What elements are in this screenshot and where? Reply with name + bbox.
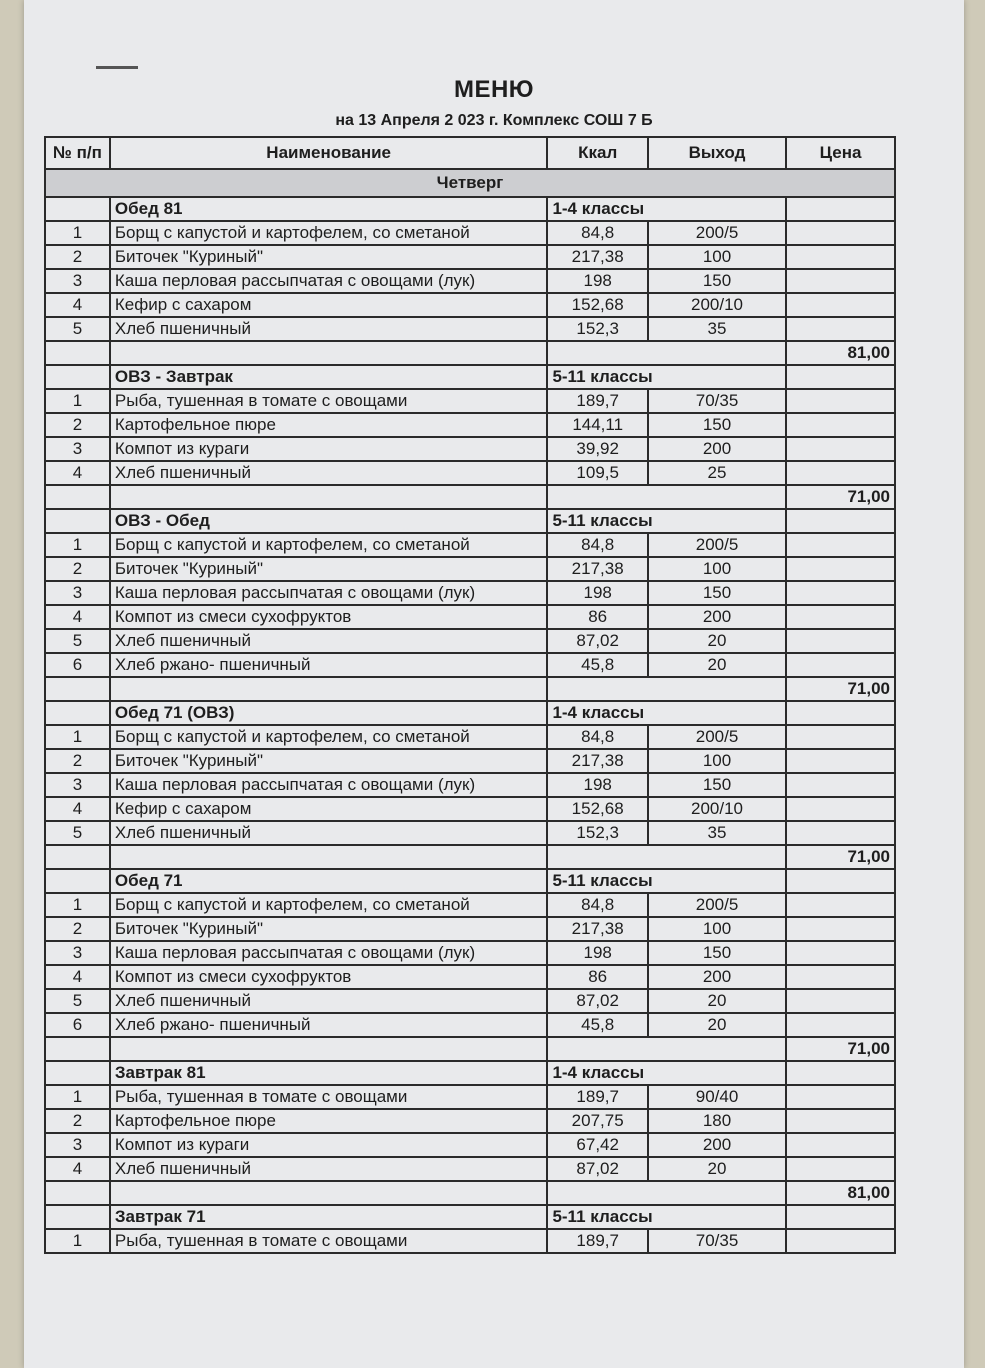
item-number: 4 bbox=[45, 293, 110, 317]
section-name: Обед 71 (ОВЗ) bbox=[110, 701, 548, 725]
total-blank-cell bbox=[547, 677, 786, 701]
item-number: 6 bbox=[45, 1013, 110, 1037]
item-price bbox=[786, 629, 895, 653]
section-name: ОВЗ - Завтрак bbox=[110, 365, 548, 389]
item-name: Биточек "Куриный" bbox=[110, 749, 548, 773]
section-price-cell bbox=[786, 365, 895, 389]
item-number: 2 bbox=[45, 245, 110, 269]
table-row bbox=[45, 1133, 895, 1157]
item-kcal: 217,38 bbox=[547, 917, 647, 941]
table-row bbox=[45, 245, 895, 269]
section-name: ОВЗ - Обед bbox=[110, 509, 548, 533]
col-header-price: Цена bbox=[786, 137, 895, 169]
header-row bbox=[45, 137, 895, 169]
section-num-cell bbox=[45, 365, 110, 389]
item-name: Компот из смеси сухофруктов bbox=[110, 605, 548, 629]
section-group: 1-4 классы bbox=[547, 1061, 786, 1085]
table-row bbox=[45, 797, 895, 821]
item-number: 1 bbox=[45, 1085, 110, 1109]
section-price-cell bbox=[786, 509, 895, 533]
item-output: 70/35 bbox=[648, 1229, 786, 1253]
total-name-cell bbox=[110, 1181, 548, 1205]
item-number: 4 bbox=[45, 605, 110, 629]
item-output: 20 bbox=[648, 1157, 786, 1181]
item-name: Кефир с сахаром bbox=[110, 293, 548, 317]
item-name: Хлеб пшеничный bbox=[110, 317, 548, 341]
item-name: Рыба, тушенная в томате с овощами bbox=[110, 1229, 548, 1253]
section-header-row bbox=[45, 701, 895, 725]
item-number: 3 bbox=[45, 581, 110, 605]
item-name: Каша перловая рассыпчатая с овощами (лук) bbox=[110, 269, 548, 293]
table-row bbox=[45, 653, 895, 677]
section-price-cell bbox=[786, 869, 895, 893]
item-name: Рыба, тушенная в томате с овощами bbox=[110, 1085, 548, 1109]
item-name: Каша перловая рассыпчатая с овощами (лук) bbox=[110, 773, 548, 797]
item-price bbox=[786, 821, 895, 845]
section-header-row bbox=[45, 197, 895, 221]
section-group: 5-11 классы bbox=[547, 509, 786, 533]
item-kcal: 84,8 bbox=[547, 221, 647, 245]
item-price bbox=[786, 1085, 895, 1109]
item-price bbox=[786, 389, 895, 413]
item-kcal: 152,3 bbox=[547, 317, 647, 341]
item-price bbox=[786, 1229, 895, 1253]
item-price bbox=[786, 557, 895, 581]
item-kcal: 198 bbox=[547, 269, 647, 293]
item-kcal: 152,3 bbox=[547, 821, 647, 845]
day-row bbox=[45, 169, 895, 197]
table-row bbox=[45, 917, 895, 941]
item-price bbox=[786, 437, 895, 461]
item-output: 200/10 bbox=[648, 293, 786, 317]
item-price bbox=[786, 413, 895, 437]
section-group: 1-4 классы bbox=[547, 197, 786, 221]
col-header-kcal: Ккал bbox=[547, 137, 647, 169]
item-number: 4 bbox=[45, 1157, 110, 1181]
item-kcal: 198 bbox=[547, 581, 647, 605]
item-price bbox=[786, 1109, 895, 1133]
item-number: 1 bbox=[45, 893, 110, 917]
item-name: Кефир с сахаром bbox=[110, 797, 548, 821]
item-kcal: 67,42 bbox=[547, 1133, 647, 1157]
table-row bbox=[45, 461, 895, 485]
item-kcal: 217,38 bbox=[547, 749, 647, 773]
item-price bbox=[786, 653, 895, 677]
table-row bbox=[45, 749, 895, 773]
table-row bbox=[45, 605, 895, 629]
item-kcal: 84,8 bbox=[547, 893, 647, 917]
item-price bbox=[786, 749, 895, 773]
section-num-cell bbox=[45, 701, 110, 725]
table-row bbox=[45, 725, 895, 749]
table-row bbox=[45, 629, 895, 653]
item-price bbox=[786, 725, 895, 749]
item-price bbox=[786, 1157, 895, 1181]
item-kcal: 87,02 bbox=[547, 989, 647, 1013]
item-name: Рыба, тушенная в томате с овощами bbox=[110, 389, 548, 413]
item-name: Хлеб пшеничный bbox=[110, 989, 548, 1013]
item-output: 200 bbox=[648, 1133, 786, 1157]
item-number: 1 bbox=[45, 221, 110, 245]
table-row bbox=[45, 317, 895, 341]
item-output: 25 bbox=[648, 461, 786, 485]
item-output: 100 bbox=[648, 245, 786, 269]
item-number: 6 bbox=[45, 653, 110, 677]
item-output: 150 bbox=[648, 941, 786, 965]
menu-table bbox=[44, 136, 896, 1254]
item-output: 180 bbox=[648, 1109, 786, 1133]
table-row bbox=[45, 1157, 895, 1181]
item-name: Хлеб ржано- пшеничный bbox=[110, 653, 548, 677]
page-subtitle: на 13 Апреля 2 023 г. Комплекс СОШ 7 Б bbox=[335, 112, 653, 129]
total-num-cell bbox=[45, 1037, 110, 1061]
item-price bbox=[786, 221, 895, 245]
table-row bbox=[45, 893, 895, 917]
section-price-cell bbox=[786, 1205, 895, 1229]
section-header-row bbox=[45, 1061, 895, 1085]
item-kcal: 87,02 bbox=[547, 629, 647, 653]
total-blank-cell bbox=[547, 341, 786, 365]
item-name: Биточек "Куриный" bbox=[110, 557, 548, 581]
item-price bbox=[786, 893, 895, 917]
total-num-cell bbox=[45, 1181, 110, 1205]
item-price bbox=[786, 1013, 895, 1037]
section-name: Завтрак 81 bbox=[110, 1061, 548, 1085]
item-output: 100 bbox=[648, 917, 786, 941]
item-number: 2 bbox=[45, 749, 110, 773]
item-kcal: 144,11 bbox=[547, 413, 647, 437]
item-number: 3 bbox=[45, 437, 110, 461]
item-number: 3 bbox=[45, 1133, 110, 1157]
item-name: Хлеб пшеничный bbox=[110, 461, 548, 485]
item-price bbox=[786, 1133, 895, 1157]
total-row bbox=[45, 341, 895, 365]
item-name: Биточек "Куриный" bbox=[110, 917, 548, 941]
item-price bbox=[786, 293, 895, 317]
total-name-cell bbox=[110, 677, 548, 701]
section-group: 5-11 классы bbox=[547, 365, 786, 389]
item-kcal: 86 bbox=[547, 605, 647, 629]
table-row bbox=[45, 941, 895, 965]
item-output: 200/5 bbox=[648, 533, 786, 557]
item-number: 3 bbox=[45, 773, 110, 797]
table-row bbox=[45, 1013, 895, 1037]
item-output: 70/35 bbox=[648, 389, 786, 413]
section-price-cell bbox=[786, 197, 895, 221]
table-row bbox=[45, 821, 895, 845]
col-header-num: № п/п bbox=[45, 137, 110, 169]
item-number: 2 bbox=[45, 1109, 110, 1133]
item-kcal: 217,38 bbox=[547, 245, 647, 269]
total-name-cell bbox=[110, 485, 548, 509]
section-num-cell bbox=[45, 197, 110, 221]
total-num-cell bbox=[45, 845, 110, 869]
item-name: Каша перловая рассыпчатая с овощами (лук) bbox=[110, 941, 548, 965]
item-name: Биточек "Куриный" bbox=[110, 245, 548, 269]
total-row bbox=[45, 845, 895, 869]
item-name: Хлеб пшеничный bbox=[110, 821, 548, 845]
item-kcal: 87,02 bbox=[547, 1157, 647, 1181]
item-number: 3 bbox=[45, 269, 110, 293]
item-number: 5 bbox=[45, 629, 110, 653]
item-name: Каша перловая рассыпчатая с овощами (лук) bbox=[110, 581, 548, 605]
item-output: 200/10 bbox=[648, 797, 786, 821]
item-number: 2 bbox=[45, 557, 110, 581]
table-row bbox=[45, 1109, 895, 1133]
total-name-cell bbox=[110, 341, 548, 365]
item-kcal: 198 bbox=[547, 773, 647, 797]
section-header-row bbox=[45, 365, 895, 389]
table-row bbox=[45, 293, 895, 317]
section-total-price: 81,00 bbox=[786, 1181, 895, 1205]
item-price bbox=[786, 245, 895, 269]
item-kcal: 109,5 bbox=[547, 461, 647, 485]
item-price bbox=[786, 461, 895, 485]
item-output: 200 bbox=[648, 437, 786, 461]
col-header-out: Выход bbox=[648, 137, 786, 169]
total-num-cell bbox=[45, 485, 110, 509]
item-kcal: 84,8 bbox=[547, 725, 647, 749]
item-name: Борщ с капустой и картофелем, со сметаной bbox=[110, 221, 548, 245]
day-label: Четверг bbox=[45, 169, 895, 197]
item-kcal: 39,92 bbox=[547, 437, 647, 461]
item-price bbox=[786, 797, 895, 821]
total-name-cell bbox=[110, 845, 548, 869]
item-kcal: 189,7 bbox=[547, 1085, 647, 1109]
section-group: 5-11 классы bbox=[547, 869, 786, 893]
item-output: 35 bbox=[648, 317, 786, 341]
item-output: 200/5 bbox=[648, 221, 786, 245]
section-price-cell bbox=[786, 701, 895, 725]
item-number: 4 bbox=[45, 461, 110, 485]
section-name: Обед 71 bbox=[110, 869, 548, 893]
item-number: 1 bbox=[45, 1229, 110, 1253]
section-header-row bbox=[45, 1205, 895, 1229]
table-row bbox=[45, 413, 895, 437]
item-output: 20 bbox=[648, 629, 786, 653]
item-price bbox=[786, 533, 895, 557]
item-output: 150 bbox=[648, 581, 786, 605]
item-name: Хлеб пшеничный bbox=[110, 1157, 548, 1181]
section-num-cell bbox=[45, 869, 110, 893]
item-output: 150 bbox=[648, 269, 786, 293]
total-num-cell bbox=[45, 341, 110, 365]
total-row bbox=[45, 1181, 895, 1205]
item-kcal: 45,8 bbox=[547, 653, 647, 677]
pen-dash-mark bbox=[96, 66, 138, 69]
item-output: 150 bbox=[648, 773, 786, 797]
item-kcal: 86 bbox=[547, 965, 647, 989]
section-num-cell bbox=[45, 1205, 110, 1229]
total-blank-cell bbox=[547, 1037, 786, 1061]
total-row bbox=[45, 677, 895, 701]
item-output: 200/5 bbox=[648, 893, 786, 917]
item-number: 4 bbox=[45, 965, 110, 989]
item-name: Хлеб пшеничный bbox=[110, 629, 548, 653]
item-price bbox=[786, 605, 895, 629]
item-number: 5 bbox=[45, 317, 110, 341]
item-kcal: 152,68 bbox=[547, 293, 647, 317]
section-group: 1-4 классы bbox=[547, 701, 786, 725]
table-row bbox=[45, 773, 895, 797]
section-total-price: 71,00 bbox=[786, 1037, 895, 1061]
section-header-row bbox=[45, 869, 895, 893]
section-name: Обед 81 bbox=[110, 197, 548, 221]
item-name: Компот из смеси сухофруктов bbox=[110, 965, 548, 989]
item-price bbox=[786, 269, 895, 293]
item-number: 1 bbox=[45, 725, 110, 749]
page-title: МЕНЮ bbox=[453, 76, 535, 103]
table-row bbox=[45, 533, 895, 557]
section-total-price: 71,00 bbox=[786, 845, 895, 869]
total-blank-cell bbox=[547, 845, 786, 869]
table-row bbox=[45, 269, 895, 293]
section-name: Завтрак 71 bbox=[110, 1205, 548, 1229]
item-name: Картофельное пюре bbox=[110, 413, 548, 437]
section-header-row bbox=[45, 509, 895, 533]
item-kcal: 198 bbox=[547, 941, 647, 965]
item-number: 4 bbox=[45, 797, 110, 821]
item-output: 200 bbox=[648, 965, 786, 989]
item-output: 90/40 bbox=[648, 1085, 786, 1109]
section-price-cell bbox=[786, 1061, 895, 1085]
item-number: 1 bbox=[45, 389, 110, 413]
item-output: 100 bbox=[648, 749, 786, 773]
col-header-name: Наименование bbox=[110, 137, 548, 169]
item-price bbox=[786, 917, 895, 941]
item-output: 100 bbox=[648, 557, 786, 581]
item-number: 3 bbox=[45, 941, 110, 965]
item-kcal: 189,7 bbox=[547, 389, 647, 413]
item-output: 35 bbox=[648, 821, 786, 845]
item-price bbox=[786, 773, 895, 797]
table-row bbox=[45, 1229, 895, 1253]
item-name: Борщ с капустой и картофелем, со сметаной bbox=[110, 725, 548, 749]
total-blank-cell bbox=[547, 1181, 786, 1205]
section-total-price: 71,00 bbox=[786, 485, 895, 509]
item-kcal: 152,68 bbox=[547, 797, 647, 821]
section-total-price: 81,00 bbox=[786, 341, 895, 365]
item-kcal: 207,75 bbox=[547, 1109, 647, 1133]
section-group: 5-11 классы bbox=[547, 1205, 786, 1229]
item-kcal: 189,7 bbox=[547, 1229, 647, 1253]
item-number: 5 bbox=[45, 821, 110, 845]
table-row bbox=[45, 437, 895, 461]
item-price bbox=[786, 965, 895, 989]
item-number: 1 bbox=[45, 533, 110, 557]
total-num-cell bbox=[45, 677, 110, 701]
item-price bbox=[786, 317, 895, 341]
total-name-cell bbox=[110, 1037, 548, 1061]
item-name: Картофельное пюре bbox=[110, 1109, 548, 1133]
table-row bbox=[45, 1085, 895, 1109]
item-output: 20 bbox=[648, 1013, 786, 1037]
section-num-cell bbox=[45, 1061, 110, 1085]
table-row bbox=[45, 581, 895, 605]
item-number: 2 bbox=[45, 917, 110, 941]
item-number: 2 bbox=[45, 413, 110, 437]
item-output: 150 bbox=[648, 413, 786, 437]
item-name: Компот из кураги bbox=[110, 437, 548, 461]
item-output: 20 bbox=[648, 653, 786, 677]
table-row bbox=[45, 989, 895, 1013]
item-output: 200/5 bbox=[648, 725, 786, 749]
item-price bbox=[786, 989, 895, 1013]
item-name: Хлеб ржано- пшеничный bbox=[110, 1013, 548, 1037]
item-kcal: 217,38 bbox=[547, 557, 647, 581]
table-row bbox=[45, 389, 895, 413]
table-row bbox=[45, 221, 895, 245]
item-output: 200 bbox=[648, 605, 786, 629]
table-row bbox=[45, 965, 895, 989]
total-row bbox=[45, 1037, 895, 1061]
section-num-cell bbox=[45, 509, 110, 533]
section-total-price: 71,00 bbox=[786, 677, 895, 701]
item-kcal: 84,8 bbox=[547, 533, 647, 557]
item-name: Компот из кураги bbox=[110, 1133, 548, 1157]
item-name: Борщ с капустой и картофелем, со сметаной bbox=[110, 533, 548, 557]
total-row bbox=[45, 485, 895, 509]
item-number: 5 bbox=[45, 989, 110, 1013]
table-row bbox=[45, 557, 895, 581]
item-output: 20 bbox=[648, 989, 786, 1013]
item-price bbox=[786, 941, 895, 965]
item-price bbox=[786, 581, 895, 605]
total-blank-cell bbox=[547, 485, 786, 509]
item-name: Борщ с капустой и картофелем, со сметаной bbox=[110, 893, 548, 917]
item-kcal: 45,8 bbox=[547, 1013, 647, 1037]
